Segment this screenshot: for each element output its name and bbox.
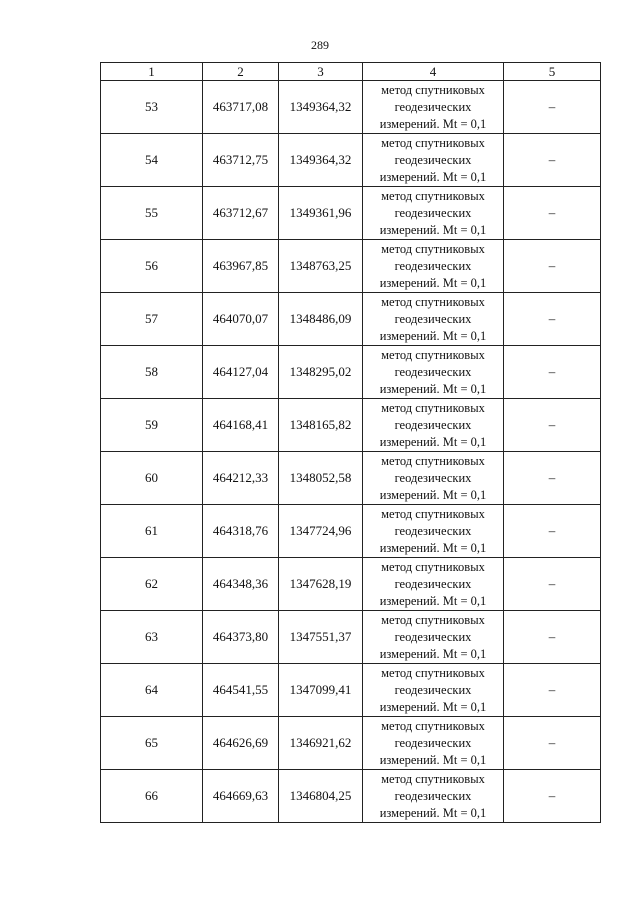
point-number-cell: 64 (101, 664, 203, 717)
method-cell (363, 558, 504, 611)
x-coordinate-cell: 464127,04 (203, 346, 279, 399)
note-cell: – (504, 240, 601, 293)
point-number-cell: 59 (101, 399, 203, 452)
point-number-cell: 65 (101, 717, 203, 770)
point-number-cell: 66 (101, 770, 203, 823)
method-line: измерений. Mt = 0,1 (379, 487, 487, 502)
method-line: метод спутниковых (381, 771, 485, 786)
note-cell: – (504, 134, 601, 187)
point-number-cell: 61 (101, 505, 203, 558)
x-coordinate-cell: 464212,33 (203, 452, 279, 505)
method-line: измерений. Mt = 0,1 (379, 381, 487, 396)
method-line: метод спутниковых (381, 400, 485, 415)
y-coordinate-cell: 1347628,19 (279, 558, 363, 611)
x-coordinate-cell: 463712,67 (203, 187, 279, 240)
point-number-cell: 58 (101, 346, 203, 399)
point-number-cell: 53 (101, 81, 203, 134)
method-line: метод спутниковых (381, 718, 485, 733)
y-coordinate-cell: 1347551,37 (279, 611, 363, 664)
table-row (101, 611, 601, 664)
method-line: метод спутниковых (381, 453, 485, 468)
x-coordinate-cell: 463717,08 (203, 81, 279, 134)
x-coordinate-cell: 464168,41 (203, 399, 279, 452)
table-row (101, 187, 601, 240)
x-coordinate-cell: 464070,07 (203, 293, 279, 346)
note-cell: – (504, 558, 601, 611)
method-line: измерений. Mt = 0,1 (379, 699, 487, 714)
point-number-cell: 57 (101, 293, 203, 346)
note-cell: – (504, 399, 601, 452)
method-cell (363, 717, 504, 770)
method-cell (363, 664, 504, 717)
table-row (101, 558, 601, 611)
y-coordinate-cell: 1348052,58 (279, 452, 363, 505)
column-header: 5 (504, 63, 601, 81)
method-line: измерений. Mt = 0,1 (379, 169, 487, 184)
method-line: измерений. Mt = 0,1 (379, 540, 487, 555)
method-line: измерений. Mt = 0,1 (379, 805, 487, 820)
x-coordinate-cell: 463967,85 (203, 240, 279, 293)
y-coordinate-cell: 1347724,96 (279, 505, 363, 558)
note-cell: – (504, 611, 601, 664)
method-line: метод спутниковых (381, 347, 485, 362)
method-line: метод спутниковых (381, 294, 485, 309)
method-line: измерений. Mt = 0,1 (379, 646, 487, 661)
method-cell (363, 81, 504, 134)
method-line: геодезических (394, 152, 472, 167)
method-cell (363, 187, 504, 240)
table-row (101, 717, 601, 770)
table-row (101, 240, 601, 293)
table-row (101, 770, 601, 823)
method-line: геодезических (394, 311, 472, 326)
note-cell: – (504, 664, 601, 717)
point-number-cell: 63 (101, 611, 203, 664)
method-line: геодезических (394, 788, 472, 803)
method-line: геодезических (394, 417, 472, 432)
y-coordinate-cell: 1348486,09 (279, 293, 363, 346)
method-line: геодезических (394, 470, 472, 485)
note-cell: – (504, 81, 601, 134)
point-number-cell: 56 (101, 240, 203, 293)
table-row (101, 293, 601, 346)
method-line: измерений. Mt = 0,1 (379, 328, 487, 343)
column-header: 4 (363, 63, 504, 81)
coordinates-table (100, 62, 601, 823)
column-header: 3 (279, 63, 363, 81)
method-cell (363, 293, 504, 346)
y-coordinate-cell: 1349364,32 (279, 81, 363, 134)
point-number-cell: 62 (101, 558, 203, 611)
method-line: метод спутниковых (381, 506, 485, 521)
method-line: геодезических (394, 364, 472, 379)
method-line: метод спутниковых (381, 241, 485, 256)
y-coordinate-cell: 1347099,41 (279, 664, 363, 717)
table-row (101, 346, 601, 399)
y-coordinate-cell: 1348763,25 (279, 240, 363, 293)
method-line: метод спутниковых (381, 559, 485, 574)
method-cell (363, 134, 504, 187)
y-coordinate-cell: 1346804,25 (279, 770, 363, 823)
method-cell (363, 346, 504, 399)
note-cell: – (504, 717, 601, 770)
column-header: 2 (203, 63, 279, 81)
method-line: геодезических (394, 258, 472, 273)
method-cell (363, 240, 504, 293)
note-cell: – (504, 505, 601, 558)
note-cell: – (504, 770, 601, 823)
method-cell (363, 452, 504, 505)
method-line: измерений. Mt = 0,1 (379, 275, 487, 290)
x-coordinate-cell: 463712,75 (203, 134, 279, 187)
y-coordinate-cell: 1346921,62 (279, 717, 363, 770)
method-line: метод спутниковых (381, 612, 485, 627)
table-row (101, 399, 601, 452)
point-number-cell: 55 (101, 187, 203, 240)
y-coordinate-cell: 1348295,02 (279, 346, 363, 399)
method-line: геодезических (394, 99, 472, 114)
method-cell (363, 770, 504, 823)
y-coordinate-cell: 1349361,96 (279, 187, 363, 240)
point-number-cell: 60 (101, 452, 203, 505)
method-line: геодезических (394, 682, 472, 697)
method-cell (363, 611, 504, 664)
method-line: измерений. Mt = 0,1 (379, 116, 487, 131)
method-line: геодезических (394, 523, 472, 538)
table-header-row (101, 63, 601, 81)
x-coordinate-cell: 464348,36 (203, 558, 279, 611)
method-line: измерений. Mt = 0,1 (379, 593, 487, 608)
method-line: геодезических (394, 629, 472, 644)
method-line: измерений. Mt = 0,1 (379, 752, 487, 767)
table-row (101, 505, 601, 558)
table-row (101, 452, 601, 505)
x-coordinate-cell: 464626,69 (203, 717, 279, 770)
note-cell: – (504, 293, 601, 346)
x-coordinate-cell: 464541,55 (203, 664, 279, 717)
table-row (101, 664, 601, 717)
y-coordinate-cell: 1349364,32 (279, 134, 363, 187)
method-line: геодезических (394, 576, 472, 591)
method-line: геодезических (394, 205, 472, 220)
method-cell (363, 505, 504, 558)
method-line: метод спутниковых (381, 665, 485, 680)
x-coordinate-cell: 464318,76 (203, 505, 279, 558)
method-line: измерений. Mt = 0,1 (379, 434, 487, 449)
method-line: метод спутниковых (381, 135, 485, 150)
table-row (101, 81, 601, 134)
method-line: метод спутниковых (381, 82, 485, 97)
method-line: метод спутниковых (381, 188, 485, 203)
x-coordinate-cell: 464669,63 (203, 770, 279, 823)
page-number: 289 (311, 38, 329, 52)
method-line: измерений. Mt = 0,1 (379, 222, 487, 237)
note-cell: – (504, 187, 601, 240)
point-number-cell: 54 (101, 134, 203, 187)
y-coordinate-cell: 1348165,82 (279, 399, 363, 452)
x-coordinate-cell: 464373,80 (203, 611, 279, 664)
method-cell (363, 399, 504, 452)
note-cell: – (504, 346, 601, 399)
note-cell: – (504, 452, 601, 505)
table-row (101, 134, 601, 187)
method-line: геодезических (394, 735, 472, 750)
column-header: 1 (101, 63, 203, 81)
